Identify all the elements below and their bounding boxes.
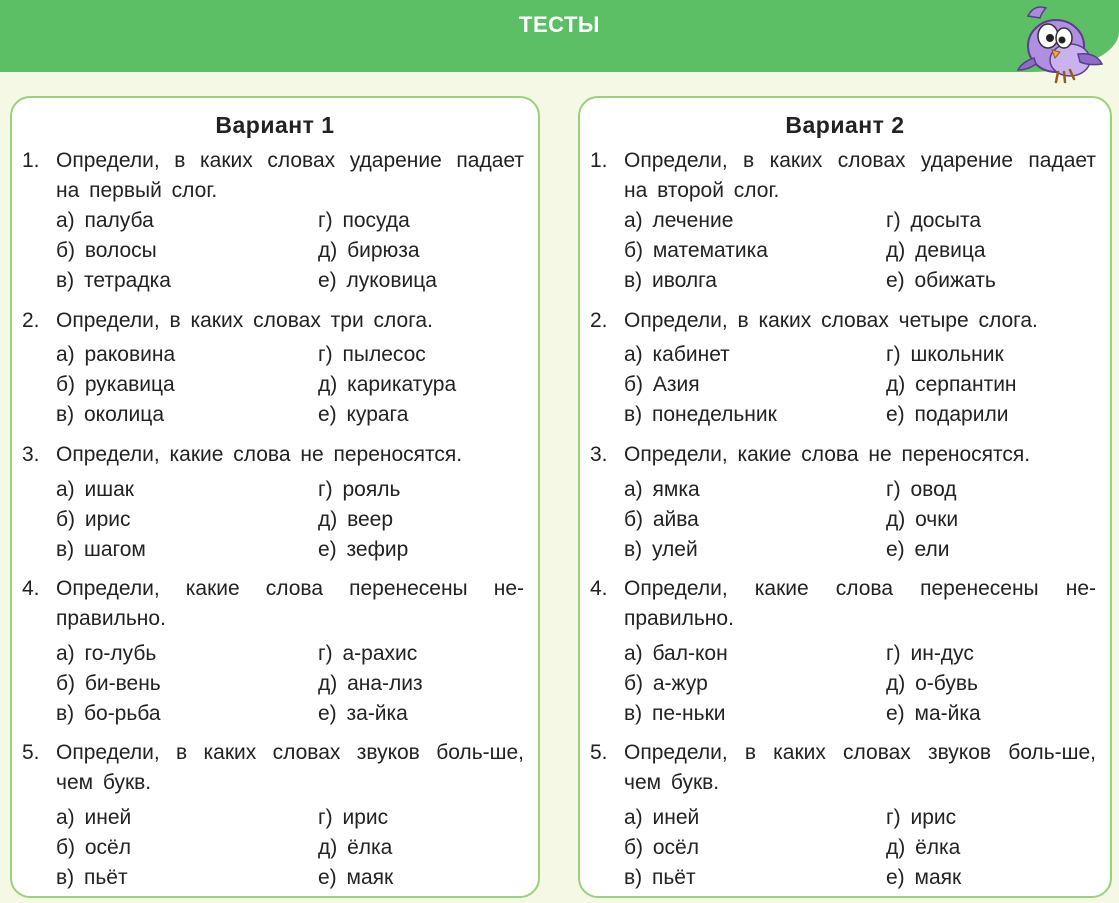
option: г) ирис bbox=[318, 806, 389, 829]
variant-title: Вариант 1 bbox=[215, 112, 335, 138]
option: а) палуба bbox=[56, 209, 154, 232]
answer-options bbox=[624, 475, 1100, 565]
option: д) ёлка bbox=[318, 836, 393, 859]
option: д) бирюза bbox=[318, 239, 420, 262]
question-number: 5. bbox=[590, 741, 608, 764]
question-number: 1. bbox=[590, 149, 608, 172]
question-number: 5. bbox=[22, 741, 40, 764]
answer-options bbox=[56, 803, 528, 893]
question-number: 2. bbox=[590, 309, 608, 332]
option: е) обижать bbox=[886, 269, 996, 292]
option: в) пьёт bbox=[624, 866, 696, 889]
option: в) шагом bbox=[56, 538, 146, 561]
option: д) карикатура bbox=[318, 373, 457, 396]
question-text: Определи, в каких словах ударение падает на первый слог. bbox=[56, 149, 524, 202]
option: е) маяк bbox=[886, 866, 962, 889]
answer-options bbox=[56, 340, 528, 430]
option: б) осёл bbox=[56, 836, 131, 859]
option: б) а-жур bbox=[624, 672, 708, 695]
question-4 bbox=[22, 574, 524, 634]
answer-options bbox=[56, 475, 528, 565]
question-number: 3. bbox=[590, 443, 608, 466]
option: г) школьник bbox=[886, 343, 1004, 366]
question-5 bbox=[590, 738, 1096, 798]
question-text: Определи, в каких словах ударение падает на второй слог. bbox=[624, 149, 1096, 202]
question-number: 4. bbox=[22, 577, 40, 600]
question-1 bbox=[22, 146, 524, 206]
option: в) улей bbox=[624, 538, 698, 561]
answer-options bbox=[56, 206, 528, 296]
option: е) зефир bbox=[318, 538, 409, 561]
question-2 bbox=[22, 306, 524, 336]
variant-2-card bbox=[578, 96, 1112, 898]
option: е) подарили bbox=[886, 403, 1009, 426]
option: а) ямка bbox=[624, 478, 700, 501]
option: б) волосы bbox=[56, 239, 157, 262]
option: д) о-бувь bbox=[886, 672, 978, 695]
option: г) ин-дус bbox=[886, 642, 974, 665]
option: в) бо-рьба bbox=[56, 702, 161, 725]
option: д) ана-лиз bbox=[318, 672, 423, 695]
option: а) раковина bbox=[56, 343, 176, 366]
option: д) серпантин bbox=[886, 373, 1017, 396]
option: а) бал-кон bbox=[624, 642, 728, 665]
option: г) рояль bbox=[318, 478, 401, 501]
question-text: Определи, какие слова перенесены не-правильно. bbox=[56, 577, 524, 630]
variant-title: Вариант 2 bbox=[785, 112, 905, 138]
option: г) овод bbox=[886, 478, 957, 501]
question-text: Определи, в каких словах четыре слога. bbox=[624, 309, 1038, 332]
page-title: ТЕСТЫ bbox=[519, 12, 600, 37]
option: г) посуда bbox=[318, 209, 410, 232]
option: г) досыта bbox=[886, 209, 982, 232]
option: д) ёлка bbox=[886, 836, 961, 859]
option: д) веер bbox=[318, 508, 394, 531]
answer-options bbox=[624, 206, 1100, 296]
question-5 bbox=[22, 738, 524, 798]
answer-options bbox=[56, 639, 528, 729]
question-3 bbox=[22, 440, 524, 470]
question-text: Определи, какие слова не переносятся. bbox=[624, 443, 1031, 466]
option: б) ирис bbox=[56, 508, 131, 531]
question-text: Определи, в каких словах три слога. bbox=[56, 309, 433, 332]
option: е) ели bbox=[886, 538, 950, 561]
option: е) луковица bbox=[318, 269, 437, 292]
question-2 bbox=[590, 306, 1096, 336]
option: б) рукавица bbox=[56, 373, 175, 396]
answer-options bbox=[624, 803, 1100, 893]
option: б) айва bbox=[624, 508, 699, 531]
option: д) девица bbox=[886, 239, 986, 262]
option: б) осёл bbox=[624, 836, 699, 859]
answer-options bbox=[624, 340, 1100, 430]
question-number: 4. bbox=[590, 577, 608, 600]
option: б) би-вень bbox=[56, 672, 161, 695]
question-number: 3. bbox=[22, 443, 40, 466]
option: в) иволга bbox=[624, 269, 717, 292]
question-number: 1. bbox=[22, 149, 40, 172]
question-text: Определи, в каких словах звуков боль-ше, чем букв. bbox=[56, 741, 524, 794]
option: б) Азия bbox=[624, 373, 700, 396]
option: б) математика bbox=[624, 239, 768, 262]
variant-1-card bbox=[10, 96, 540, 898]
header-banner bbox=[0, 0, 1119, 72]
option: г) пылесос bbox=[318, 343, 426, 366]
option: д) очки bbox=[886, 508, 959, 531]
option: а) го-лубь bbox=[56, 642, 157, 665]
option: е) ма-йка bbox=[886, 702, 981, 725]
option: е) маяк bbox=[318, 866, 394, 889]
question-1 bbox=[590, 146, 1096, 206]
answer-options bbox=[624, 639, 1100, 729]
question-4 bbox=[590, 574, 1096, 634]
option: е) за-йка bbox=[318, 702, 408, 725]
option: в) понедельник bbox=[624, 403, 777, 426]
question-text: Определи, какие слова перенесены не-правильно. bbox=[624, 577, 1096, 630]
option: в) пьёт bbox=[56, 866, 128, 889]
question-text: Определи, в каких словах звуков боль-ше, чем букв. bbox=[624, 741, 1096, 794]
option: в) пе-ньки bbox=[624, 702, 726, 725]
question-3 bbox=[590, 440, 1096, 470]
option: а) иней bbox=[56, 806, 132, 829]
option: а) ишак bbox=[56, 478, 134, 501]
option: в) околица bbox=[56, 403, 164, 426]
owl-mascot-icon bbox=[1008, 2, 1108, 88]
option: г) ирис bbox=[886, 806, 957, 829]
option: а) иней bbox=[624, 806, 700, 829]
option: г) а-рахис bbox=[318, 642, 418, 665]
option: е) курага bbox=[318, 403, 409, 426]
question-number: 2. bbox=[22, 309, 40, 332]
question-text: Определи, какие слова не переносятся. bbox=[56, 443, 463, 466]
option: а) кабинет bbox=[624, 343, 730, 366]
option: а) лечение bbox=[624, 209, 734, 232]
option: в) тетрадка bbox=[56, 269, 171, 292]
